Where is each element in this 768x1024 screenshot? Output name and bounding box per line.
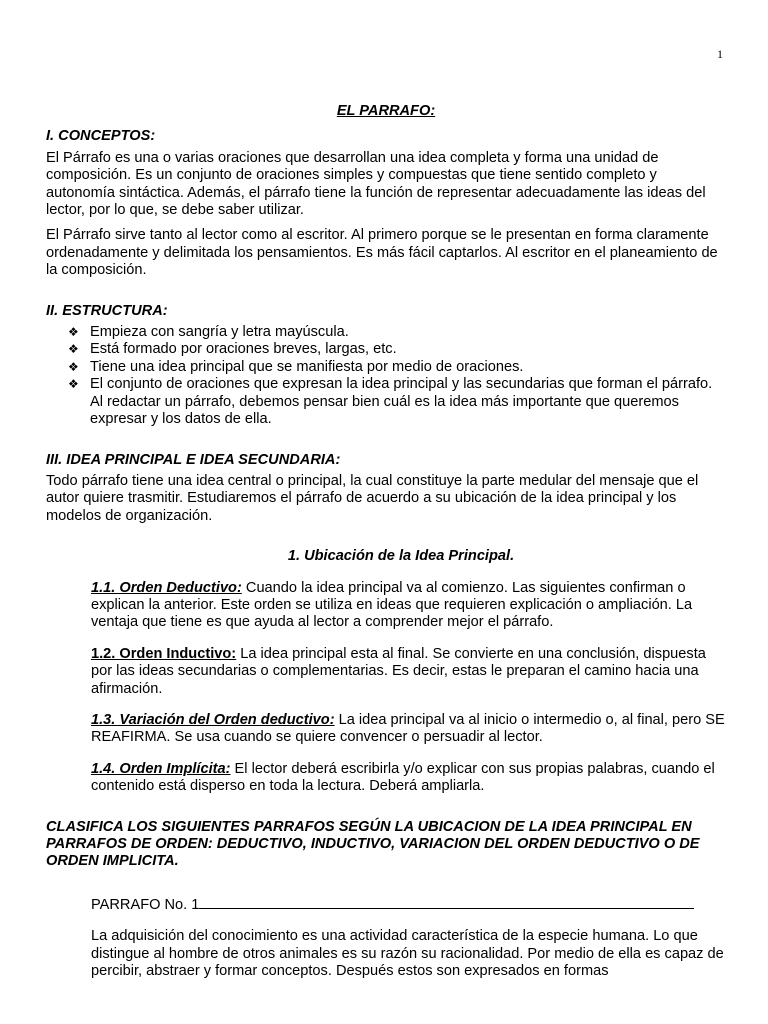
diamond-bullet-icon: ❖ — [68, 325, 79, 340]
estructura-bullet-list — [46, 324, 726, 428]
term-orden-deductivo: 1.1. Orden Deductivo: — [91, 579, 242, 596]
orden-implicita-paragraph: 1.4. Orden Implícita: El lector deberá escribirla y/o explicar con sus propias palabras, cuando el contenido está disperso en toda la lectura. Deberá ampliarla. — [91, 760, 715, 795]
document-title: EL PARRAFO: — [336, 103, 436, 119]
orden-deductivo-paragraph: 1.1. Orden Deductivo: Cuando la idea principal va al comienzo. Las siguientes confirman o explican la anterior. Este orden se utiliza en ideas que requieren explicación o ampliación. La ventaja que tiene es que ayuda al lector a comprender mejor el párrafo. — [91, 579, 693, 631]
idea-paragraph: Todo párrafo tiene una idea central o principal, la cual constituye la parte medular del mensaje que el autor quiere trasmitir. Estudiaremos el párrafo de acuerdo a su ubicación de la idea principal y los modelos de organización. — [46, 472, 699, 524]
diamond-bullet-icon: ❖ — [68, 377, 79, 392]
section-heading-idea: III. IDEA PRINCIPAL E IDEA SECUNDARIA: — [46, 451, 341, 468]
exercise-paragraph: La adquisición del conocimiento es una actividad característica de la especie humana. Lo que distingue al hombre de otros animales es su razón su racionalidad. Por medio de ella es capaz de percibir, abstraer y formar conceptos. Después estos son expresados en formas — [91, 928, 724, 980]
diamond-bullet-icon: ❖ — [68, 359, 79, 374]
orden-inductivo-paragraph: 1.2. Orden Inductivo: La idea principal esta al final. Se convierte en una conclusión, dispuesta por las ideas secundarias o complementarias. Es decir, estas le preparan el camino hacia una afirmación. — [91, 645, 706, 697]
parrafo-label: PARRAFO No. 1 — [91, 894, 726, 914]
list-item: ❖ El conjunto de oraciones que expresan la idea principal y las secundarias que forman el párrafo. Al redactar un párrafo, debemos pensar bien cuál es la idea más importante que queremos expresar y los datos de ella. — [68, 376, 713, 428]
list-item: ❖ Empieza con sangría y letra mayúscula. — [68, 324, 349, 341]
term-orden-inductivo: 1.2. Orden Inductivo: — [91, 645, 237, 662]
list-item: ❖ Tiene una idea principal que se manifiesta por medio de oraciones. — [68, 358, 524, 375]
term-variacion: 1.3. Variación del Orden deductivo: — [91, 711, 335, 728]
conceptos-paragraph-2: El Párrafo sirve tanto al lector como al escritor. Al primero porque se le presentan en forma claramente ordenadamente y delimitada los pensamientos. Es más fácil captarlos. Al escritor en el planeamiento de la composición. — [46, 227, 718, 279]
conceptos-paragraph-1: El Párrafo es una o varias oraciones que desarrollan una idea completa y forma una unidad de composición. Es un conjunto de oraciones simples y compuestas que tiene sentido completo y autonomía sintáctica. Además, el párrafo tiene la función de representar adecuadamente las ideas del lector, por lo que, se debe saber utilizar. — [46, 149, 706, 219]
term-orden-implicita: 1.4. Orden Implícita: — [91, 760, 231, 777]
section-heading-conceptos: I. CONCEPTOS: — [46, 128, 156, 145]
exercise-instruction: CLASIFICA LOS SIGUIENTES PARRAFOS SEGÚN LA UBICACION DE LA IDEA PRINCIPAL EN PARRAFOS DE ORDEN: DEDUCTIVO, INDUCTIVO, VARIACION DEL ORDEN DEDUCTIVO O DE ORDEN IMPLICITA. — [46, 818, 700, 870]
diamond-bullet-icon: ❖ — [68, 342, 79, 357]
subheading-ubicacion: 1. Ubicación de la Idea Principal. — [287, 548, 515, 565]
document-body — [46, 103, 726, 980]
section-heading-estructura: II. ESTRUCTURA: — [46, 302, 168, 319]
answer-blank-line[interactable] — [199, 894, 694, 909]
list-item: ❖ Está formado por oraciones breves, largas, etc. — [68, 341, 397, 358]
page-number: 1 — [717, 47, 723, 61]
variacion-paragraph: 1.3. Variación del Orden deductivo: La idea principal va al inicio o intermedio o, al final, pero SE REAFIRMA. Se usa cuando se quiere convencer o persuadir al lector. — [91, 711, 725, 746]
